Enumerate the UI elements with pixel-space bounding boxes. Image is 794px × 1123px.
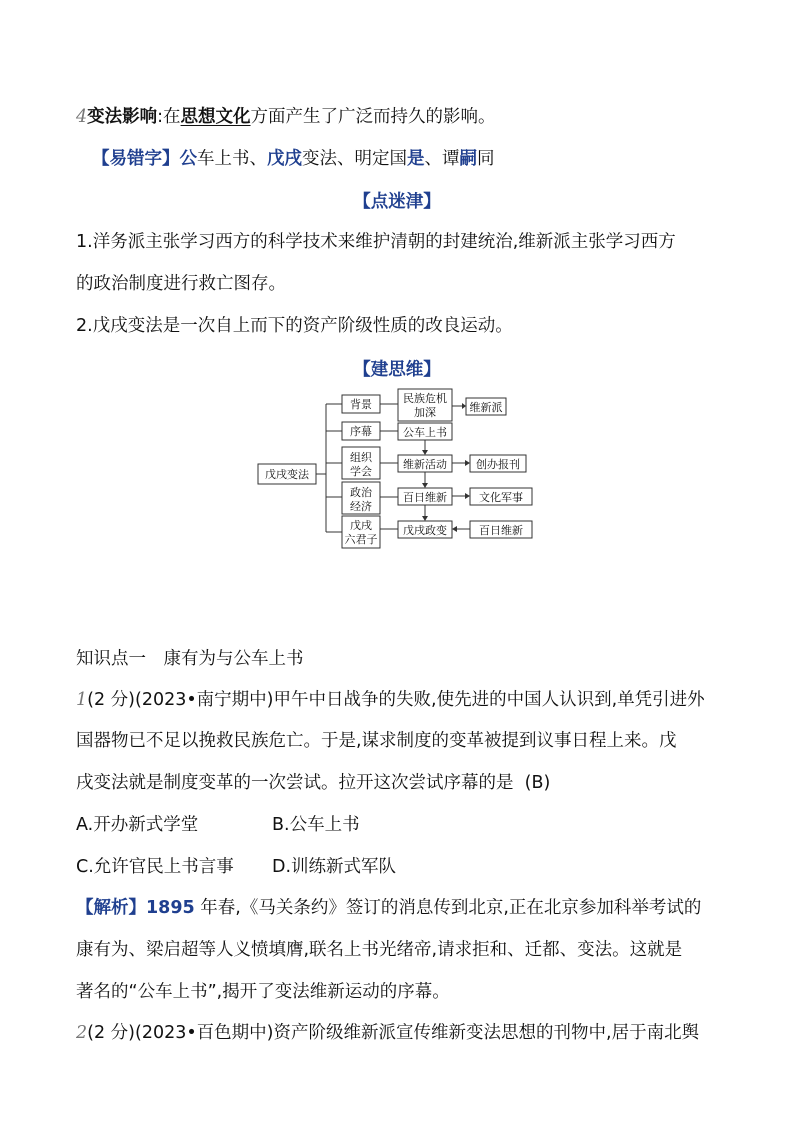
dianmijin-item1-line1: 1.洋务派主张学习西方的科学技术来维护清朝的封建统治,维新派主张学习西方 (76, 232, 676, 252)
node-economy-label: 经济 (350, 500, 372, 513)
question-answer: (B) (524, 773, 551, 793)
node-background-label: 背景 (350, 398, 372, 411)
typo-text: 车上书、 (197, 149, 267, 169)
point-heading: 变法影响 (87, 107, 158, 127)
option-b: B.公车上书 (272, 815, 360, 835)
typo-text: 同 (477, 149, 495, 169)
node-reformists-label: 维新派 (469, 401, 503, 414)
analysis-line1 (76, 896, 701, 920)
node-newspapers-label: 创办报刊 (476, 458, 520, 471)
point-key-term: 思想文化 (180, 107, 251, 127)
typo-label: 【易错字】 (92, 149, 180, 169)
option-c: C.允许官民上书言事 (76, 857, 234, 877)
dianmijin-item1-line2: 的政治制度进行救亡图存。 (76, 274, 286, 294)
question-1-line2: 国器物已不足以挽救民族危亡。于是,谋求制度的变革被提到议事日程上来。戊 (76, 731, 677, 751)
dianmijin-title: 【点迷津】 (353, 192, 441, 212)
point-rest: 方面产生了广泛而持久的影响。 (250, 107, 496, 127)
analysis-year: 1895 (146, 898, 195, 918)
knowledge-title: 知识点一 康有为与公车上书 (76, 649, 304, 669)
typo-text: 变法、明定国 (302, 149, 407, 169)
question-text: 戌变法就是制度变革的一次尝试。拉开这次尝试序幕的是 (76, 773, 514, 793)
point-colon: :在 (157, 107, 181, 127)
node-gongche-label: 公车上书 (403, 426, 447, 439)
analysis-line2: 康有为、梁启超等人义愤填膺,联名上书光绪帝,请求拒和、迁都、变法。这就是 (76, 940, 683, 960)
node-hundred-days-right-label: 百日维新 (479, 524, 523, 537)
typo-line (92, 147, 495, 171)
root-label: 戊戌变法 (265, 468, 309, 481)
question-text: (2 分)(2023•百色期中)资产阶级维新派宣传维新变法思想的刊物中,居于南北舆 (87, 1023, 700, 1043)
analysis-line3: 著名的“公车上书”,揭开了变法维新运动的序幕。 (76, 982, 450, 1002)
question-1-line3 (76, 771, 550, 795)
mind-map-diagram (250, 386, 550, 552)
option-a: A.开办新式学堂 (76, 815, 199, 835)
point-4 (76, 105, 496, 129)
question-number: 2 (76, 1023, 88, 1043)
node-reform-activities-label: 维新活动 (403, 458, 447, 471)
node-organization-label-1: 组织 (350, 451, 372, 464)
node-six-gentlemen-label-2: 六君子 (344, 533, 378, 546)
question-1-line1 (76, 688, 705, 712)
typo-char: 是 (407, 149, 425, 169)
node-politics-label: 政治 (350, 486, 372, 499)
dianmijin-item2: 2.戊戌变法是一次自上而下的资产阶级性质的改良运动。 (76, 316, 513, 336)
node-prelude-label: 序幕 (350, 425, 372, 438)
node-culture-military-label: 文化军事 (479, 491, 523, 504)
question-number: 1 (76, 690, 88, 710)
node-national-crisis-label-1: 民族危机 (403, 392, 447, 405)
point-number: 4 (76, 107, 88, 127)
analysis-text: 年春,《马关条约》签订的消息传到北京,正在北京参加科举考试的 (194, 898, 702, 918)
node-coup-label: 戊戌政变 (403, 524, 447, 537)
analysis-label: 【解析】 (76, 898, 146, 918)
node-national-crisis-label-2: 加深 (414, 406, 436, 419)
question-text: (2 分)(2023•南宁期中)甲午中日战争的失败,使先进的中国人认识到,单凭引进外 (87, 690, 705, 710)
typo-char: 公 (179, 149, 197, 169)
typo-char: 戊戌 (267, 149, 302, 169)
question-2-line1 (76, 1021, 699, 1045)
node-organization-label-2: 学会 (350, 465, 372, 478)
typo-char: 嗣 (459, 149, 477, 169)
node-six-gentlemen-label-1: 戊戌 (350, 519, 372, 532)
node-hundred-days-label: 百日维新 (403, 491, 447, 504)
jiansiwei-title: 【建思维】 (353, 360, 441, 380)
typo-text: 、谭 (424, 149, 460, 169)
option-d: D.训练新式军队 (272, 857, 397, 877)
